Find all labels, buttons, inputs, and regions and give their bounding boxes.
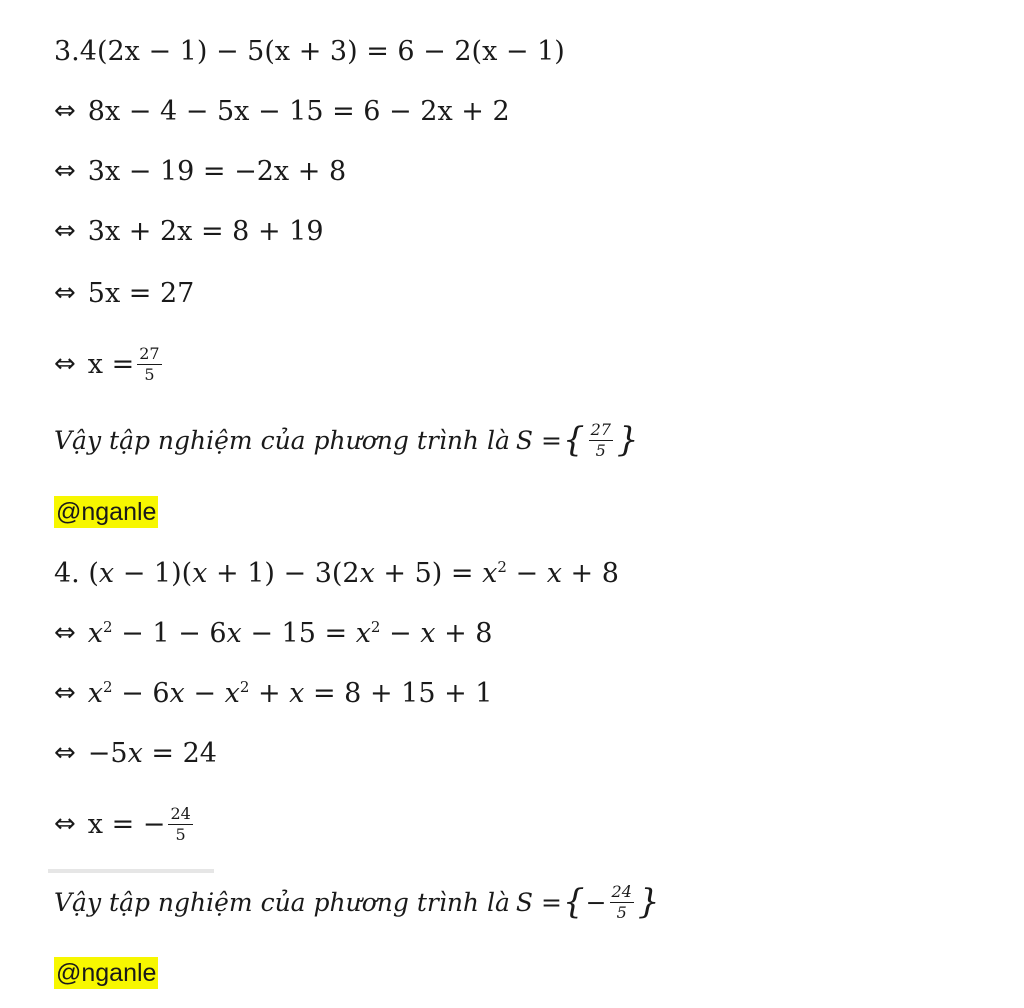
set-label: S =	[515, 887, 562, 917]
equivalence-icon: ⇔	[54, 96, 76, 126]
problem3-number: 3.	[54, 35, 80, 67]
step-expression: 8x − 4 − 5x − 15 = 6 − 2x + 2	[87, 95, 510, 127]
fraction-denominator: 5	[616, 902, 627, 922]
problem4-step-3	[54, 728, 217, 778]
problem4-header	[54, 548, 619, 598]
problem3-conclusion	[54, 412, 640, 468]
problem4-number: 4.	[54, 557, 80, 589]
fraction-denominator: 5	[144, 364, 155, 384]
solution-lhs: x =	[87, 348, 135, 380]
equivalence-icon: ⇔	[54, 278, 76, 308]
fraction-denominator: 5	[595, 440, 606, 460]
problem4-step-1	[54, 608, 492, 658]
problem3-step-4	[54, 268, 194, 318]
problem3-step-1	[54, 86, 510, 136]
problem4-step-2	[54, 668, 492, 718]
divider	[48, 869, 214, 873]
step-expression: 3x − 19 = −2x + 8	[87, 155, 347, 187]
equivalence-icon: ⇔	[54, 678, 76, 708]
left-brace-icon: {	[562, 882, 585, 922]
left-brace-icon: {	[562, 420, 585, 460]
author-tag: @nganle	[54, 957, 158, 989]
right-brace-icon: }	[637, 882, 660, 922]
equivalence-icon: ⇔	[54, 156, 76, 186]
set-label: S =	[515, 425, 562, 455]
equivalence-icon: ⇔	[54, 216, 76, 246]
right-brace-icon: }	[616, 420, 639, 460]
fraction-numerator: 27	[139, 343, 160, 363]
author-tag: @nganle	[54, 496, 158, 528]
fraction-numerator: 24	[611, 881, 632, 901]
problem3-header	[54, 26, 565, 76]
fraction-numerator: 24	[170, 803, 191, 823]
fraction-denominator: 5	[175, 824, 186, 844]
conclusion-text: Vậy tập nghiệm của phương trình là	[54, 887, 510, 917]
step-expression: $x^2 - 1 - 6x - 15 = x^2 - x + 8$	[87, 617, 493, 649]
equivalence-icon: ⇔	[54, 349, 76, 379]
problem3-step-3	[54, 206, 324, 256]
problem4-equation: $(x - 1)(x + 1) - 3(2x + 5) = x^2 - x + 8$	[79, 557, 619, 589]
problem3-step-2	[54, 146, 346, 196]
set-fraction	[589, 419, 613, 460]
solution-lhs: x = −	[87, 808, 166, 840]
problem3-equation: 4(2x − 1) − 5(x + 3) = 6 − 2(x − 1)	[79, 35, 565, 67]
solution-fraction	[168, 803, 192, 844]
conclusion-text: Vậy tập nghiệm của phương trình là	[54, 425, 510, 455]
problem4-solution	[54, 796, 196, 852]
step-expression: $x^2 - 6x - x^2 + x = 8 + 15 + 1$	[87, 677, 493, 709]
set-fraction	[610, 881, 634, 922]
equivalence-icon: ⇔	[54, 738, 76, 768]
step-expression: −5x = 24	[87, 737, 217, 769]
step-expression: 5x = 27	[87, 277, 195, 309]
fraction-numerator: 27	[590, 419, 611, 439]
solution-fraction	[137, 343, 161, 384]
set-sign: −	[585, 887, 607, 917]
equivalence-icon: ⇔	[54, 618, 76, 648]
problem3-solution	[54, 336, 165, 392]
problem4-conclusion	[54, 874, 661, 930]
equivalence-icon: ⇔	[54, 809, 76, 839]
step-expression: 3x + 2x = 8 + 19	[87, 215, 324, 247]
